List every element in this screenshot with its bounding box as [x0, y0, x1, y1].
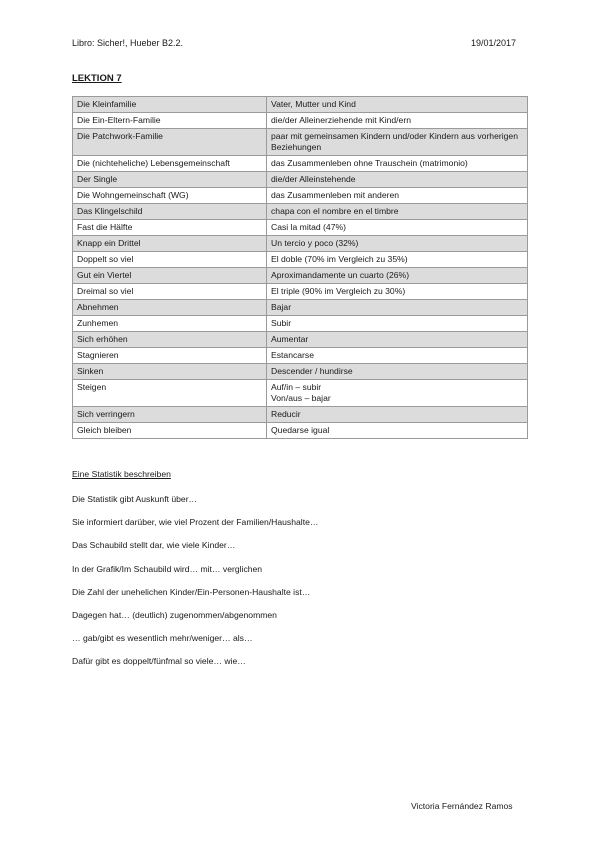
table-row	[73, 423, 528, 439]
translation: Quedarse igual	[267, 423, 528, 439]
german-term: Stagnieren	[73, 348, 267, 364]
table-row	[73, 332, 528, 348]
translation: die/der Alleinstehende	[267, 172, 528, 188]
book-reference: Libro: Sicher!, Hueber B2.2.	[72, 38, 184, 48]
table-row	[73, 348, 528, 364]
german-term: Steigen	[73, 380, 267, 407]
list-item: Die Zahl der unehelichen Kinder/Ein-Personen-Haushalte ist…	[72, 586, 311, 597]
table-row	[73, 236, 528, 252]
table-row	[73, 252, 528, 268]
list-item: Das Schaubild stellt dar, wie viele Kinder…	[72, 540, 236, 551]
german-term: Gut ein Viertel	[73, 268, 267, 284]
translation: die/der Alleinerziehende mit Kind/ern	[267, 113, 528, 129]
translation: El doble (70% im Vergleich zu 35%)	[267, 252, 528, 268]
list-item: … gab/gibt es wesentlich mehr/weniger… als…	[72, 633, 253, 644]
table-row	[73, 129, 528, 156]
german-term: Sinken	[73, 364, 267, 380]
table-row	[73, 97, 528, 113]
author-name: Victoria Fernández Ramos	[411, 801, 513, 811]
german-term: Dreimal so viel	[73, 284, 267, 300]
translation: Bajar	[267, 300, 528, 316]
translation: Estancarse	[267, 348, 528, 364]
german-term: Abnehmen	[73, 300, 267, 316]
list-item: Die Statistik gibt Auskunft über…	[72, 494, 198, 504]
translation: Casi la mitad (47%)	[267, 220, 528, 236]
translation: Vater, Mutter und Kind	[267, 97, 528, 113]
translation: Aumentar	[267, 332, 528, 348]
german-term: Die Kleinfamilie	[73, 97, 267, 113]
translation: das Zusammenleben ohne Trauschein (matrimonio)	[267, 156, 528, 172]
german-term: Die (nichteheliche) Lebensgemeinschaft	[73, 156, 267, 172]
vocabulary-table	[72, 96, 528, 439]
translation: Aproximandamente un cuarto (26%)	[267, 268, 528, 284]
table-row	[73, 188, 528, 204]
translation: Descender / hundirse	[267, 364, 528, 380]
german-term: Die Patchwork-Familie	[73, 129, 267, 156]
table-row	[73, 380, 528, 407]
table-row	[73, 172, 528, 188]
translation: das Zusammenleben mit anderen	[267, 188, 528, 204]
table-row	[73, 113, 528, 129]
table-row	[73, 407, 528, 423]
translation: chapa con el nombre en el timbre	[267, 204, 528, 220]
table-row	[73, 268, 528, 284]
german-term: Sich verringern	[73, 407, 267, 423]
translation: paar mit gemeinsamen Kindern und/oder Kindern aus vorherigen Beziehungen	[267, 129, 528, 156]
german-term: Doppelt so viel	[73, 252, 267, 268]
table-row	[73, 204, 528, 220]
translation: Subir	[267, 316, 528, 332]
table-row	[73, 364, 528, 380]
translation: Reducir	[267, 407, 528, 423]
german-term: Knapp ein Drittel	[73, 236, 267, 252]
table-row	[73, 220, 528, 236]
german-term: Fast die Hälfte	[73, 220, 267, 236]
german-term: Sich erhöhen	[73, 332, 267, 348]
list-item: Dagegen hat… (deutlich) zugenommen/abgenommen	[72, 609, 277, 620]
lesson-title: LEKTION 7	[72, 73, 122, 84]
german-term: Gleich bleiben	[73, 423, 267, 439]
german-term: Zunhemen	[73, 316, 267, 332]
table-row	[73, 300, 528, 316]
translation: El triple (90% im Vergleich zu 30%)	[267, 284, 528, 300]
german-term: Die Wohngemeinschaft (WG)	[73, 188, 267, 204]
list-item: Sie informiert darüber, wie viel Prozent der Familien/Haushalte…	[72, 517, 319, 528]
german-term: Der Single	[73, 172, 267, 188]
translation: Auf/in – subir Von/aus – bajar	[267, 380, 528, 407]
table-row	[73, 284, 528, 300]
list-item: In der Grafik/Im Schaubild wird… mit… verglichen	[72, 563, 263, 574]
list-item: Dafür gibt es doppelt/fünfmal so viele… wie…	[72, 656, 246, 667]
phrase-list	[72, 494, 318, 680]
section-title: Eine Statistik beschreiben	[72, 469, 171, 479]
table-row	[73, 156, 528, 172]
document-date: 19/01/2017	[471, 38, 517, 48]
translation: Un tercio y poco (32%)	[267, 236, 528, 252]
table-row	[73, 316, 528, 332]
german-term: Das Klingelschild	[73, 204, 267, 220]
german-term: Die Ein-Eltern-Familie	[73, 113, 267, 129]
